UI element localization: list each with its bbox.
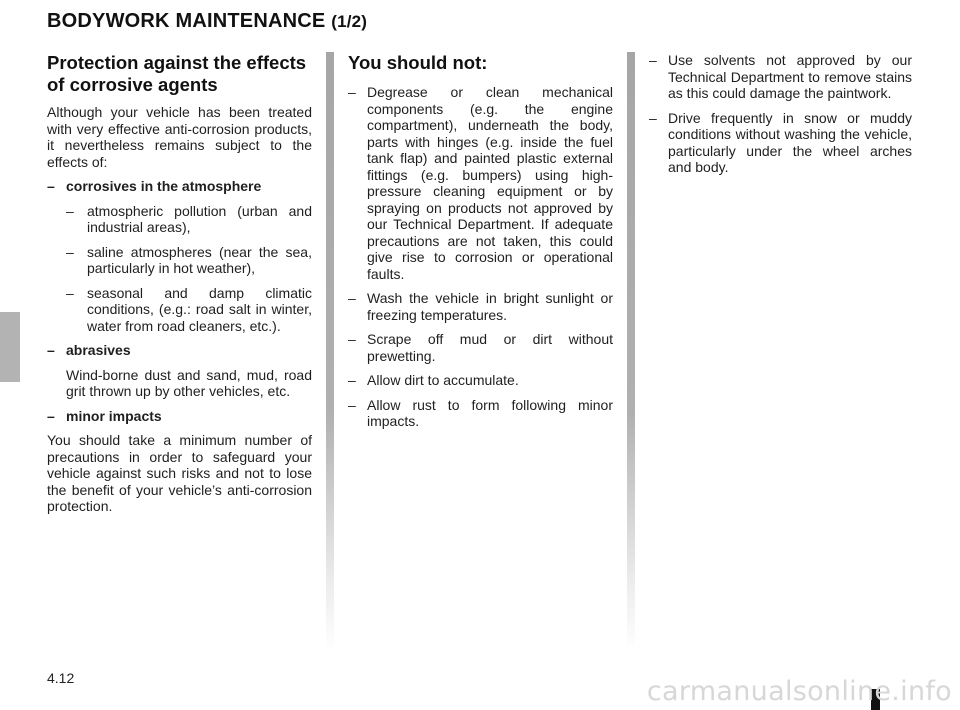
impacts-heading: – minor impacts — [47, 408, 312, 425]
list-item: – Scrape off mud or dirt without prewetting. — [348, 331, 613, 364]
abrasives-heading: – abrasives — [47, 342, 312, 359]
page-number: 4.12 — [47, 670, 75, 686]
middle-column — [348, 52, 613, 438]
left-column — [47, 52, 312, 523]
intro-paragraph: Although your vehicle has been treated with very effective anti-corrosion products, it nevertheless remains subject to the effects of: — [47, 104, 312, 170]
section-title-protection: Protection against the effects of corrosive agents — [47, 52, 307, 95]
list-item: – Allow dirt to accumulate. — [348, 372, 613, 389]
list-item: – Use solvents not approved by our Technical Department to remove stains as this could damage the paintwork. — [649, 52, 912, 102]
list-item: – seasonal and damp climatic conditions, (e.g.: road salt in winter, water from road cleaners, etc.). — [47, 285, 312, 335]
closing-paragraph: You should take a minimum number of precautions in order to safeguard your vehicle against such risks and not to lose the benefit of your vehicle’s anti-corrosion protection. — [47, 432, 312, 514]
column-divider-2 — [627, 52, 635, 652]
section-title-should-not: You should not: — [348, 52, 488, 73]
watermark: carmanualsonline.info — [646, 676, 952, 707]
column-divider-1 — [326, 52, 334, 652]
list-item: – Degrease or clean mechanical components (e.g. the engine compartment), underneath the body, parts with hinges (e.g. inside the fuel tank flap) and painted plastic external fittings (e.g. bumpers) using high-pressure cleaning equipment or by spraying on products not approved by our Technical Department. If adequate precautions are not taken, this could give rise to corrosion or operational faults. — [348, 84, 613, 282]
abrasives-text: Wind-borne dust and sand, mud, road grit thrown up by other vehicles, etc. — [66, 366, 312, 399]
page-title — [47, 10, 367, 33]
list-item: – Allow rust to form following minor impacts. — [348, 397, 613, 430]
page-title-text: BODYWORK MAINTENANCE — [47, 10, 326, 32]
corrosives-heading: – corrosives in the atmosphere — [47, 178, 312, 195]
right-column — [649, 52, 912, 184]
list-item: – saline atmospheres (near the sea, particularly in hot weather), — [47, 244, 312, 277]
chapter-tab — [0, 312, 20, 382]
list-item: – Wash the vehicle in bright sunlight or freezing temperatures. — [348, 290, 613, 323]
page-title-part: (1/2) — [331, 12, 368, 31]
list-item: – Drive frequently in snow or muddy conditions without washing the vehicle, particularly under the wheel arches and body. — [649, 110, 912, 176]
list-item: – atmospheric pollution (urban and industrial areas), — [47, 203, 312, 236]
